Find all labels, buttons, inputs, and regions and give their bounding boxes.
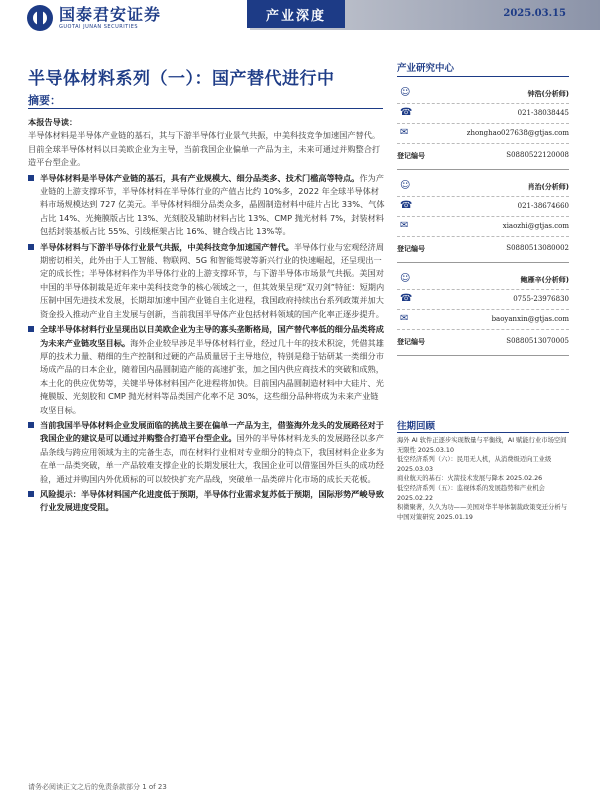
row-separator xyxy=(397,196,569,197)
history-item[interactable]: 低空经济系列（五）：监视体系的发展趋势和产业机会 2025.02.22 xyxy=(397,484,545,502)
analyst-phone-row xyxy=(397,107,569,121)
history-item[interactable]: 积微聚著，久久为功——美国对华半导体制裁政策变迁分析与中国对策研究 2025.01.19 xyxy=(397,504,568,521)
analyst-email[interactable]: zhonghao027638@gtjas.com xyxy=(466,129,569,137)
bullet-square-icon xyxy=(28,244,34,250)
abstract-divider xyxy=(28,108,383,109)
analyst-name: 鲍雁辛(分析师) xyxy=(520,276,569,284)
logo-cn-text: 国泰君安证券 xyxy=(59,4,162,24)
cert-label: 登记编号 xyxy=(397,152,425,160)
bullet-lead: 半导体材料与下游半导体行业景气共振，中美科技竞争加速国产替代。 xyxy=(40,241,294,252)
analyst-name: 钟浩(分析师) xyxy=(527,90,569,98)
bullet-lead: 半导体材料是半导体产业链的基石，具有产业规模大、细分品类多、技术门槛高等特点。 xyxy=(40,172,360,183)
analyst-card xyxy=(397,77,569,170)
page-header xyxy=(0,0,600,50)
analyst-cert-row xyxy=(397,149,569,163)
analyst-email-row xyxy=(397,220,569,234)
bullet-item xyxy=(28,419,385,486)
phone-icon: ☎ xyxy=(400,293,413,304)
analyst-cert: S0880513080002 xyxy=(506,244,569,252)
bullet-text: 国外的半导体材料龙头的发展路径以多产品条线与跨应用领域为主的完备生态，而在材料行业相对专业细分的特点下，我国材料企业多为在单一品类突破，单一产品较难支撑企业的长期发展壮大，我国企业可以借鉴国外巨头的成功经验，通过并购国内外优质标的可以较快扩充产品线，突破单一品类碎片化市场的成长天花板。 xyxy=(40,433,384,484)
analyst-name-row xyxy=(397,180,569,194)
analyst-email[interactable]: xiaozhi@gtjas.com xyxy=(502,222,569,230)
analyst-phone-row xyxy=(397,200,569,214)
history-title: 往期回顾 xyxy=(397,421,436,432)
logo-mark xyxy=(27,5,53,31)
user-icon: ☺ xyxy=(400,273,411,284)
row-separator xyxy=(397,289,569,290)
analyst-name-row xyxy=(397,273,569,287)
analyst-phone: 021-38038445 xyxy=(517,109,569,117)
phone-icon: ☎ xyxy=(400,200,413,211)
email-icon: ✉ xyxy=(400,220,409,231)
analyst-email-row xyxy=(397,127,569,141)
user-icon: ☺ xyxy=(400,87,411,98)
guide-title: 本报告导读： xyxy=(28,117,78,127)
sidebar xyxy=(397,60,569,356)
bullet-item xyxy=(28,172,385,239)
report-date: 2025.03.15 xyxy=(503,8,566,19)
row-separator xyxy=(397,123,569,124)
row-separator xyxy=(397,103,569,104)
abstract-label: 摘要： xyxy=(28,94,61,107)
user-icon: ☺ xyxy=(400,180,411,191)
analyst-email[interactable]: baoyanxin@gtjas.com xyxy=(491,315,569,323)
analyst-name: 肖治(分析师) xyxy=(527,183,569,191)
bullet-text: 海外企业较早涉足半导体材料行业，经过几十年的技术积淀，凭借其雄厚的技术力量、精细的生产控制和过硬的产品质量居于主导地位，特别是稳于钴研某一类细分市场成产品的日本企业，随着国内晶圆制造产能的高速扩张，加之国内供应商技术的突破和成熟，本土化的供应优势等，关键半导体材料国产化进程将加快。目前国内晶圆制造材料中大硅片、光掩膜版、光刻胶和 CMP 抛光材料等品类国产化率不足 30%，这些细分品种将成为未来产业链攻坚目标。 xyxy=(40,337,384,415)
bullet-square-icon xyxy=(28,491,34,497)
analyst-phone: 021-38674660 xyxy=(517,202,569,210)
analyst-phone-row xyxy=(397,293,569,307)
guide-text: 半导体材料是半导体产业链的基石，其与下游半导体行业景气共振，中美科技竞争加速国产替代。目前全球半导体材料以日美欧企业为主导，当前我国企业偏单一产品为主，未来可通过并购整合打造平台型企业。 xyxy=(28,130,381,168)
phone-icon: ☎ xyxy=(400,107,413,118)
bullet-square-icon xyxy=(28,326,34,332)
row-separator xyxy=(397,216,569,217)
row-separator xyxy=(397,143,569,144)
history-item[interactable]: 低空经济系列（六）：民用无人机，从消费级迈向工业级 2025.03.03 xyxy=(397,456,552,473)
page-footer: 请务必阅读正文之后的免责条款部分 1 of 23 xyxy=(28,783,167,791)
row-separator xyxy=(397,236,569,237)
analyst-cert: S0880522120008 xyxy=(506,151,569,159)
sidebar-title: 产业研究中心 xyxy=(397,60,569,77)
analyst-cert: S0880513070005 xyxy=(506,337,569,345)
bullet-lead: 当前我国半导体材料企业发展面临的挑战主要在偏单一产品为主，借鉴海外龙头的发展路径对于我国企业的建议是可以通过并购整合打造平台型企业。 xyxy=(40,419,384,444)
bullet-text: 作为产业链的上游支撑环节，半导体材料在半导体行业的产值占比约 10%多，2022 年全球半导体材料市场规模达到 727 亿美元。半导体材料细分品类众多，晶圆制造材料中硅片占比 33%、气体占比 14%、光掩膜版占比 13%、光刻胶及辅助材料占比 13%、CMP 抛光材料 7%，封装材料包括封装基板占比 55%、引线框架占比 16%、键合线占比 13%等。 xyxy=(40,172,385,237)
cert-label: 登记编号 xyxy=(397,245,425,253)
report-type-tag: 产业深度 xyxy=(247,0,345,28)
bullet-item xyxy=(28,488,385,515)
bullet-lead: 风险提示：半导体材料国产化进度低于预期，半导体行业需求复苏低于预期，国际形势严峻导致行业发展进度受阻。 xyxy=(40,488,384,513)
company-logo xyxy=(27,4,161,32)
history-item[interactable]: 海外 AI 软件正逐步实现数量与平衡线，AI 赋能行业市场空间无限性 2025.03.10 xyxy=(397,437,567,454)
analyst-list xyxy=(397,77,569,356)
analyst-name-row xyxy=(397,87,569,101)
report-title: 半导体材料系列（一）：国产替代进行中 xyxy=(28,69,335,89)
email-icon: ✉ xyxy=(400,127,409,138)
analyst-cert-row xyxy=(397,242,569,256)
main-content xyxy=(28,116,385,515)
logo-en-text: GUOTAI JUNAN SECURITIES xyxy=(59,23,139,30)
row-separator xyxy=(397,329,569,330)
bullet-lead: 全球半导体材料行业呈现出以日美欧企业为主导的寡头垄断格局，国产替代率低的细分品类将成为未来产业链攻坚目标。 xyxy=(40,324,384,348)
history-list xyxy=(397,436,569,522)
history-item[interactable]: 商业航天的基石：火箭技术发展与降本 2025.02.26 xyxy=(397,475,543,483)
analyst-phone: 0755-23976830 xyxy=(513,295,569,303)
bullet-text: 半导体行业与宏观经济周期密切相关，此外由于人工智能、物联网、5G 和智能驾驶等新兴行业的快速崛起，还呈现出一定的成长性；半导体材料作为半导体行业的上游支撑环节，与下游半导体市场景气共振。美国对中国的半导体制裁是近年来中美科技竞争的核心领域之一，但其效果呈现“双刃剑”特征：短期内压制中国先进技术发展，长期却加速中国产业链自主化进程，我国政府持续出台系列政策并加大资金投入推动产业自主发展与创新，当前我国半导体产业包括材料领域的国产化率正逐步提升。 xyxy=(40,241,385,319)
history-divider xyxy=(397,432,569,433)
analyst-card xyxy=(397,263,569,356)
bullet-square-icon xyxy=(28,175,34,181)
bullet-item xyxy=(28,241,385,321)
email-icon: ✉ xyxy=(400,313,409,324)
analyst-cert-row xyxy=(397,335,569,349)
row-separator xyxy=(397,309,569,310)
analyst-card xyxy=(397,170,569,263)
analyst-email-row xyxy=(397,313,569,327)
cert-label: 登记编号 xyxy=(397,338,425,346)
bullet-item xyxy=(28,323,385,417)
bullet-square-icon xyxy=(28,422,34,428)
bullet-list xyxy=(28,172,385,515)
